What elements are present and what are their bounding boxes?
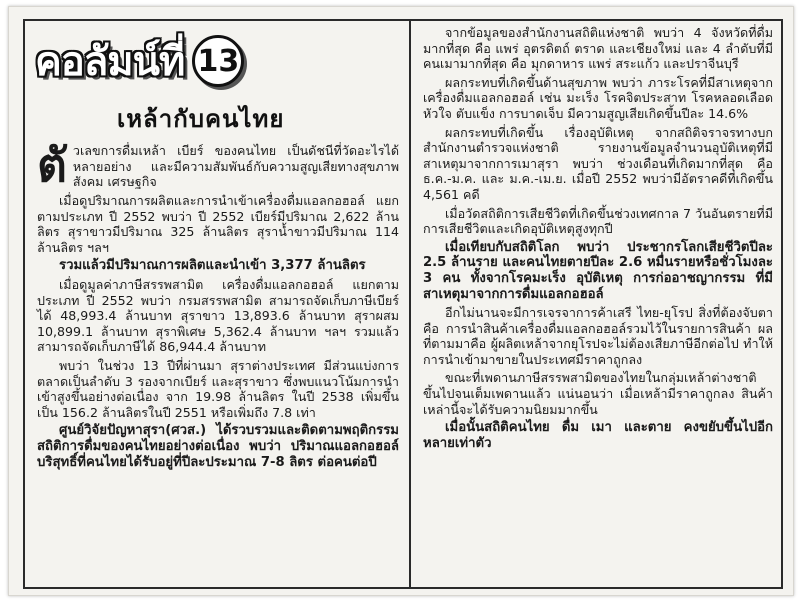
paragraph: เมื่อวัดสถิติการเสียชีวิตที่เกิดขึ้นช่วงเทศกาล 7 วันอันตรายที่มีการเสียชีวิตและเกิดอุบัติเหตุสูงทุกปี bbox=[423, 205, 773, 237]
paragraph: เมื่อนั้นสถิติคนไทย ดื่ม เมา และตาย คงขยับขึ้นไปอีกหลายเท่าตัว bbox=[423, 420, 773, 451]
paragraph: ผลกระทบที่เกิดขึ้น เรื่องอุบัติเหตุ จากสถิติจราจรทางบก สำนักงานตำรวจแห่งชาติ รายงานข้อมูลจำนวนอุบัติเหตุที่มีสาเหตุมาจากการเมาสุรา พบว่า ช่วงเดือนที่เกิดมากที่สุด คือ ธ.ค.-ม.ค. และ ม.ค.-เม.ย. เมื่อปี 2552 พบว่ามีอัตราคดีที่เกิดขึ้น 4,561 คดี bbox=[423, 124, 773, 202]
column-number-badge: 13 bbox=[192, 35, 244, 87]
paragraph: เมื่อดูปริมาณการผลิตและการนำเข้าเครื่องดื่มแอลกอฮอล์ แยกตามประเภท ปี 2552 พบว่า ปี 2552 เบียร์มีปริมาณ 2,622 ล้านลิตร สุราขาวมีปริมาณ 325 ล้านลิตร สุราน้ำขาวมีปริมาณ 114 ล้านลิตร ฯลฯ bbox=[37, 193, 399, 255]
paragraph: เมื่อดูมูลค่าภาษีสรรพสามิต เครื่องดื่มแอลกอฮอล์ แยกตามประเภท ปี 2552 พบว่า กรมสรรพสามิต สามารถจัดเก็บภาษีเบียร์ ได้ 48,993.4 ล้านบาท สุราขาว 13,893.6 ล้านบาท สุราผสม 10,899.1 ล้านบาท สุราพิเศษ 5,362.4 ล้านบาท ฯลฯ รวมแล้วสามารถจัดเก็บภาษีได้ 86,944.4 ล้านบาท bbox=[37, 276, 399, 355]
paragraph: ขณะที่เพดานภาษีสรรพสามิตของไทยในกลุ่มเหล้าต่างชาติ ขึ้นไปจนเต็มเพดานแล้ว แน่นอนว่า เมื่อเหล้ามีราคาถูกลง สินค้าเหล่านี้จะได้รับความนิยมมากขึ้น bbox=[423, 370, 773, 417]
left-column bbox=[25, 21, 411, 587]
column-title: คอลัมน์ที่ bbox=[35, 39, 185, 85]
drop-cap: ตั bbox=[37, 138, 67, 192]
right-column bbox=[413, 21, 781, 587]
left-body-text bbox=[37, 193, 399, 473]
article-frame bbox=[23, 19, 783, 589]
lead-text: วเลขการดื่มเหล้า เบียร์ ของคนไทย เป็นดัชนีที่วัดอะไรได้หลายอย่าง และมีความสัมพันธ์กับความสูญเสียทางสุขภาพ สังคม เศรษฐกิจ bbox=[72, 143, 399, 190]
paragraph: ศูนย์วิจัยปัญหาสุรา(ศวส.) ได้รวบรวมและติดตามพฤติกรรมสถิติการดื่มของคนไทยอย่างต่อเนื่อง พบว่า ปริมาณแอลกอฮอล์บริสุทธิ์ที่คนไทยได้รับอยู่ที่ปีละประมาณ 7-8 ลิตร ต่อคนต่อปี bbox=[37, 423, 399, 470]
paragraph: ผลกระทบที่เกิดขึ้นด้านสุขภาพ พบว่า ภาระโรคที่มีสาเหตุจากเครื่องดื่มแอลกอฮอล์ เช่น มะเร็ง โรคจิตประสาท โรคหลอดเลือดหัวใจ ตับแข็ง การบาดเจ็บ มีความสูญเสียเกิดขึ้นปีละ 14.6% bbox=[423, 74, 773, 121]
paragraph: พบว่า ในช่วง 13 ปีที่ผ่านมา สุราต่างประเทศ มีส่วนแบ่งการตลาดเป็นลำดับ 3 รองจากเบียร์ และสุราขาว ซึ่งพบแนวโน้มการนำเข้าสูงขึ้นอย่างต่อเนื่อง จาก 19.98 ล้านลิตร ในปี 2538 เพิ่มขึ้นเป็น 156.2 ล้านลิตรในปี 2551 หรือเพิ่มถึง 7.8 เท่า bbox=[37, 357, 399, 420]
paragraph: รวมแล้วมีปริมาณการผลิตและนำเข้า 3,377 ล้านลิตร bbox=[59, 258, 366, 274]
column-badge bbox=[35, 35, 360, 87]
article-headline: เหล้ากับคนไทย bbox=[117, 105, 285, 133]
lead-paragraph bbox=[37, 138, 399, 192]
scanned-newspaper-sheet bbox=[8, 6, 794, 596]
paragraph: เมื่อเทียบกับสถิติโลก พบว่า ประชากรโลกเสียชีวิตปีละ 2.5 ล้านราย และคนไทยตายปีละ 2.6 หมื่นรายหรือชั่วโมงละ 3 คน ทั้งจากโรคมะเร็ง อุบัติเหตุ การก่ออาชญากรรม ที่มีสาเหตุมาจากการดื่มแอลกอฮอล์ bbox=[423, 239, 773, 302]
paragraph: จากข้อมูลของสำนักงานสถิติแห่งชาติ พบว่า 4 จังหวัดที่ดื่มมากที่สุด คือ แพร่ อุตรดิตถ์ ตราด และเชียงใหม่ และ 4 ลำดับที่มีคนเมามากที่สุด คือ มุกดาหาร แพร่ สระแก้ว และปราจีนบุรี bbox=[423, 25, 773, 72]
paragraph: อีกไม่นานจะมีการเจรจาการค้าเสรี ไทย-ยุโรป สิ่งที่ต้องจับตาคือ การนำสินค้าเครื่องดื่มแอลกอฮอล์รวมไว้ในรายการสินค้า ผลที่ตามมาคือ ผู้ผลิตเหล้าจากยุโรปจะไม่ต้องเสียภาษีอีกต่อไป ทำให้การนำเข้ามาขายในประเทศมีราคาถูกลง bbox=[423, 305, 773, 367]
right-body-text bbox=[423, 25, 773, 451]
